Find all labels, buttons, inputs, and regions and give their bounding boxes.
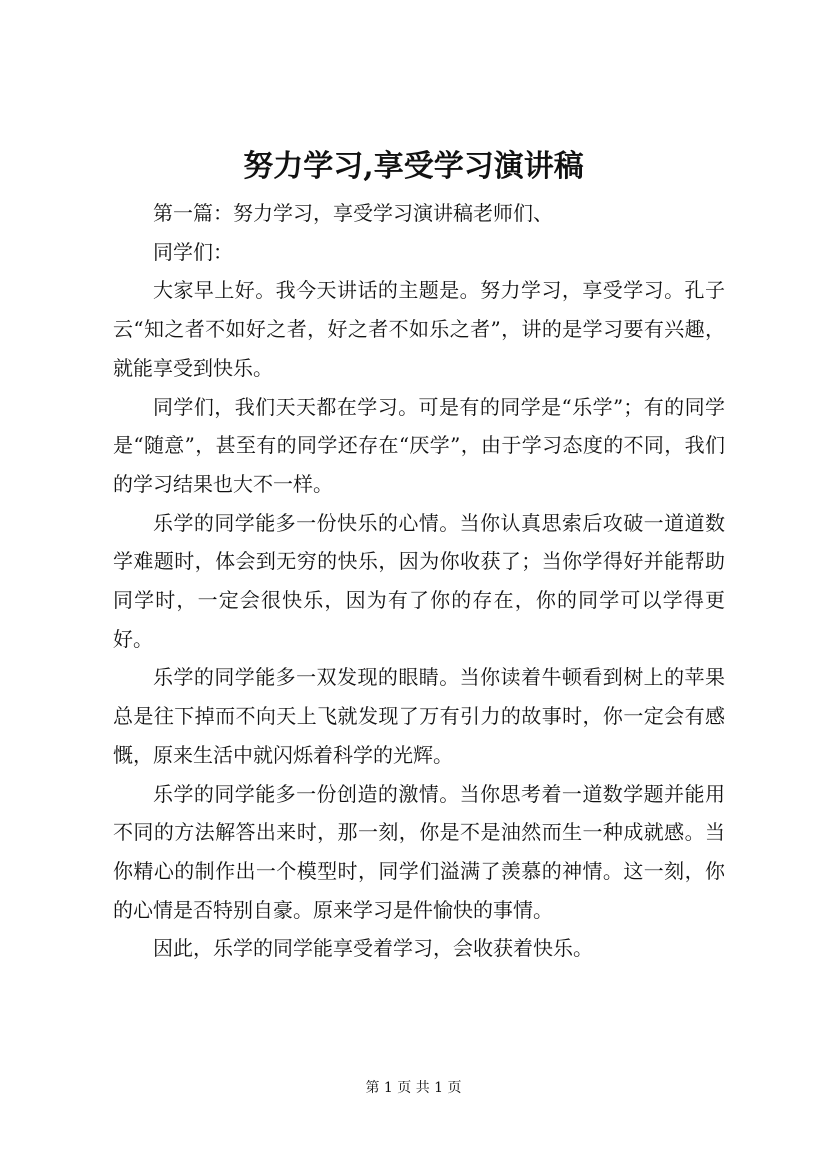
paragraph: 同学们，我们天天都在学习。可是有的同学是“乐学”；有的同学是“随意”，甚至有的同学还存在“厌学”，由于学习态度的不同，我们的学习结果也大不一样。 <box>113 394 725 496</box>
paragraph: 大家早上好。我今天讲话的主题是。努力学习，享受学习。孔子云“知之者不如好之者，好之者不如乐之者”，讲的是学习要有兴趣，就能享受到快乐。 <box>113 278 725 380</box>
page-title: 努力学习,享受学习演讲稿 <box>243 149 584 184</box>
paragraph: 因此，乐学的同学能享受着学习，会收获着快乐。 <box>153 936 593 961</box>
paragraph: 乐学的同学能多一双发现的眼睛。当你读着牛顿看到树上的苹果总是往下掉而不向天上飞就发现了万有引力的故事时，你一定会有感慨，原来生活中就闪烁着科学的光辉。 <box>113 665 725 767</box>
page-footer: 第 1 页 共 1 页 <box>365 1080 462 1096</box>
paragraph: 乐学的同学能多一份快乐的心情。当你认真思索后攻破一道道数学难题时，体会到无穷的快乐，因为你收获了；当你学得好并能帮助同学时，一定会很快乐，因为有了你的存在，你的同学可以学得更好。 <box>113 510 725 651</box>
paragraph: 第一篇：努力学习，享受学习演讲稿老师们、 <box>153 201 553 225</box>
paragraph: 同学们： <box>153 239 233 264</box>
paragraph: 乐学的同学能多一份创造的激情。当你思考着一道数学题并能用不同的方法解答出来时，那一刻，你是不是油然而生一种成就感。当你精心的制作出一个模型时，同学们溢满了羡慕的神情。这一刻，你的心情是否特别自豪。原来学习是件愉快的事情。 <box>113 781 725 922</box>
document-body <box>113 194 725 968</box>
